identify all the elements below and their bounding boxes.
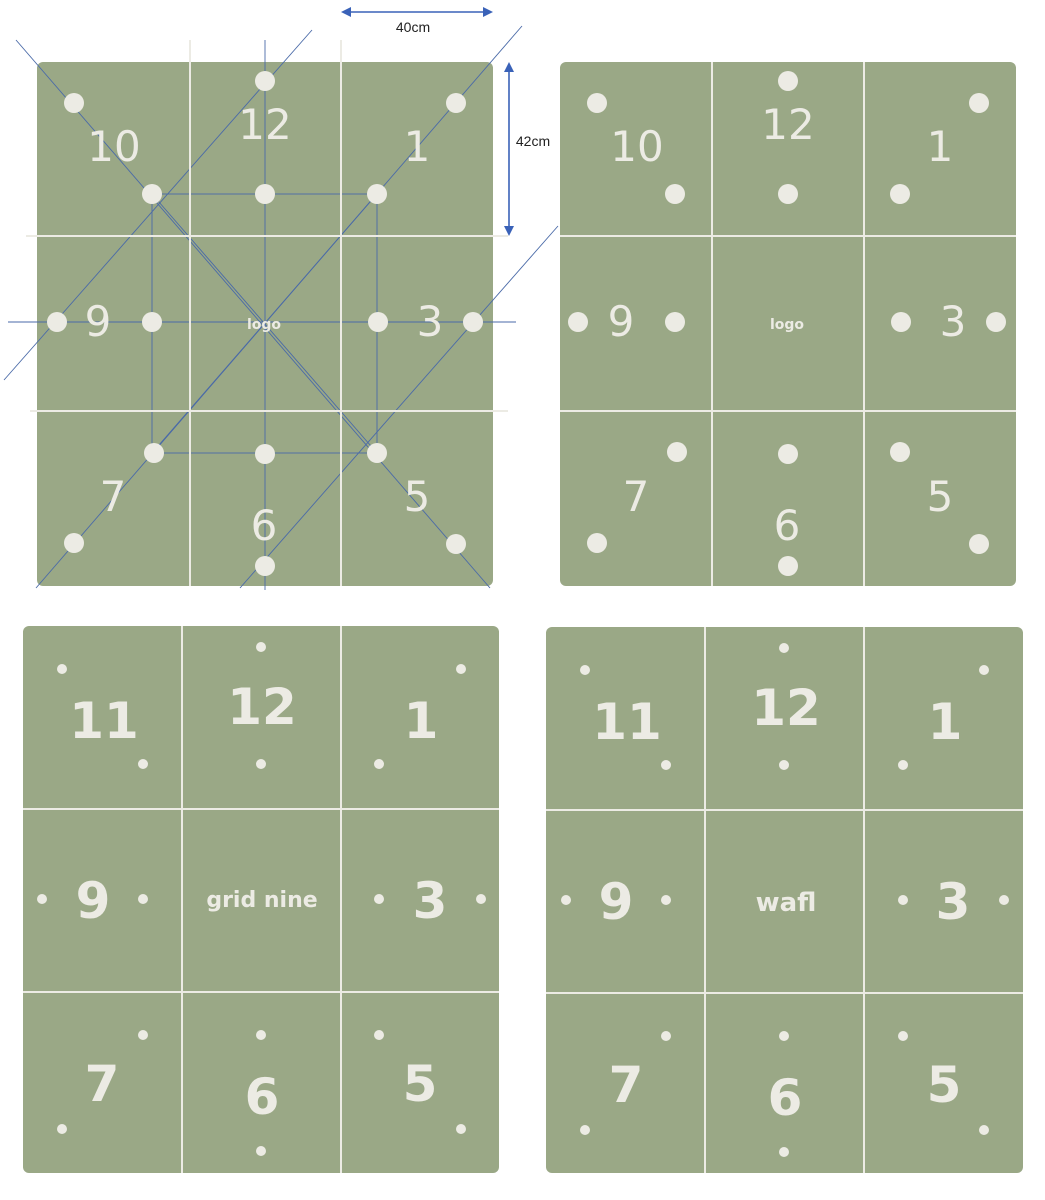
center-label: grid nine: [206, 888, 318, 913]
dot: [561, 895, 571, 905]
dot: [779, 643, 789, 653]
height-label: 42cm: [515, 133, 551, 149]
dot: [969, 534, 989, 554]
numeral-top-left: 11: [592, 693, 662, 751]
board-wafl: [546, 627, 1023, 1173]
dot: [779, 1031, 789, 1041]
dot: [446, 93, 466, 113]
numeral-bottom-left: 7: [608, 1056, 644, 1114]
dot: [446, 534, 466, 554]
dot: [890, 442, 910, 462]
board-construction: [4, 7, 558, 590]
dot: [580, 665, 590, 675]
dimension-width: [341, 7, 493, 35]
center-label: logo: [246, 317, 282, 333]
numeral-bottom-right: 5: [926, 1056, 962, 1114]
dot: [667, 442, 687, 462]
dot: [778, 444, 798, 464]
numeral-top: 12: [761, 100, 815, 149]
numeral-top-left: 11: [69, 692, 139, 750]
dot: [138, 894, 148, 904]
dot: [138, 1030, 148, 1040]
dot: [463, 312, 483, 332]
dot: [665, 184, 685, 204]
dot: [256, 1030, 266, 1040]
dot: [57, 1124, 67, 1134]
width-label: 40cm: [395, 19, 431, 35]
numeral-right: 3: [935, 873, 971, 931]
numeral-bottom: 6: [773, 501, 801, 550]
dot: [661, 760, 671, 770]
numeral-bottom-left: 7: [84, 1055, 120, 1113]
dot: [255, 184, 275, 204]
dot: [778, 184, 798, 204]
numeral-left: 9: [607, 297, 635, 346]
dot: [256, 759, 266, 769]
dot: [138, 759, 148, 769]
dot: [456, 1124, 466, 1134]
board-clean: [560, 62, 1016, 586]
dot: [142, 312, 162, 332]
dot: [142, 184, 162, 204]
numeral-top-right: 1: [403, 692, 439, 750]
numeral-top-left: 10: [87, 122, 141, 171]
numeral-bottom-left: 7: [99, 472, 127, 521]
dot: [986, 312, 1006, 332]
numeral-right: 3: [416, 297, 444, 346]
dot: [367, 443, 387, 463]
dot: [456, 664, 466, 674]
dimension-height: [504, 62, 550, 236]
dot: [898, 1031, 908, 1041]
numeral-top: 12: [238, 100, 292, 149]
numeral-right: 3: [412, 872, 448, 930]
center-label: logo: [769, 317, 805, 333]
dot: [255, 444, 275, 464]
dot: [374, 894, 384, 904]
numeral-right: 3: [939, 297, 967, 346]
dot: [778, 556, 798, 576]
dot: [568, 312, 588, 332]
dot: [999, 895, 1009, 905]
numeral-left: 9: [75, 872, 111, 930]
dot: [979, 1125, 989, 1135]
numeral-bottom: 6: [767, 1069, 803, 1127]
dot: [778, 71, 798, 91]
dot: [661, 1031, 671, 1041]
dot: [367, 184, 387, 204]
numeral-bottom: 6: [250, 501, 278, 550]
numeral-left: 9: [84, 297, 112, 346]
numeral-bottom-right: 5: [402, 1055, 438, 1113]
dot: [979, 665, 989, 675]
dot: [256, 1146, 266, 1156]
dot: [64, 93, 84, 113]
center-label: wafl: [755, 888, 817, 918]
dot: [144, 443, 164, 463]
dot: [47, 312, 67, 332]
dot: [587, 93, 607, 113]
dot: [374, 1030, 384, 1040]
dot: [661, 895, 671, 905]
dot: [580, 1125, 590, 1135]
dot: [898, 760, 908, 770]
numeral-top-right: 1: [403, 122, 431, 171]
numeral-bottom-right: 5: [403, 472, 431, 521]
dot: [255, 71, 275, 91]
dot: [255, 556, 275, 576]
numeral-bottom-left: 7: [622, 472, 650, 521]
dot: [57, 664, 67, 674]
dot: [890, 184, 910, 204]
dot: [779, 1147, 789, 1157]
numeral-top-right: 1: [926, 122, 954, 171]
dot: [969, 93, 989, 113]
dot: [476, 894, 486, 904]
numeral-top: 12: [751, 679, 821, 737]
dot: [374, 759, 384, 769]
numeral-top-left: 10: [610, 122, 664, 171]
numeral-bottom: 6: [244, 1068, 280, 1126]
numeral-top-right: 1: [927, 693, 963, 751]
numeral-bottom-right: 5: [926, 472, 954, 521]
dot: [779, 760, 789, 770]
dot: [37, 894, 47, 904]
numeral-top: 12: [227, 678, 297, 736]
numeral-left: 9: [598, 873, 634, 931]
dot: [256, 642, 266, 652]
dot: [368, 312, 388, 332]
dot: [891, 312, 911, 332]
dot: [665, 312, 685, 332]
board-grid-nine: [23, 626, 499, 1173]
dot: [898, 895, 908, 905]
dot: [587, 533, 607, 553]
dot: [64, 533, 84, 553]
